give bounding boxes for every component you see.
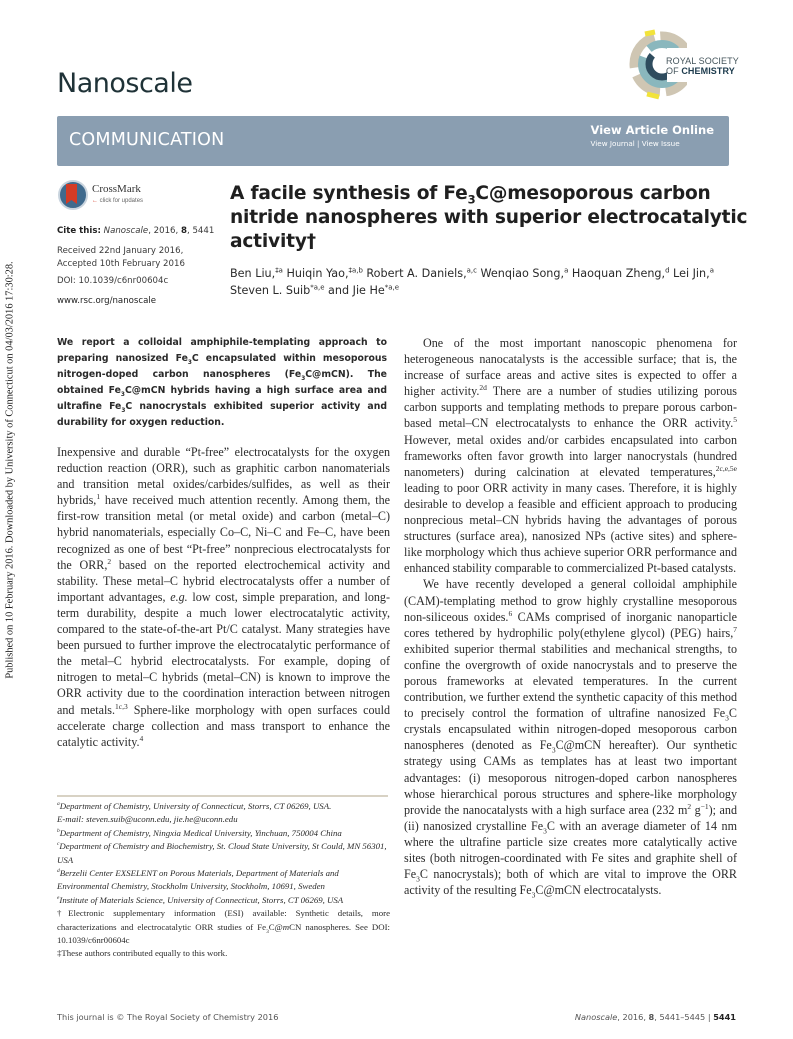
footnote-divider [57,795,388,797]
affiliation-b [57,827,390,840]
article-type: COMMUNICATION [69,130,225,150]
text: One of the most important nanoscopic phenomena for heterogeneous nanocatalysts is the accessible surface; that is, the increase of surface areas and active sites is expected to offer a higher activity. [404,336,737,399]
received-date: Received 22nd January 2016, [57,246,184,256]
text: We have recently developed a general colloidal amphiphile (CAM)-templating method to grow highly crystalline mesoporous non-siliceous oxides. [404,577,737,624]
text: C@mCN hereafter). Our synthetic strategy using CAMs as templates has at least two important advantages: (i) mesoporous nitrogen-doped carbon nanospheres whose hierarchical porous structures and sphere-like morphology provide the nanocatalysts with a high surface area (232 m [404,738,738,817]
paragraph [57,444,390,750]
subscript: 3 [266,928,269,935]
reference-link[interactable]: 2c,e,5e [715,463,737,473]
affiliation-mark: e [57,894,60,901]
author-name[interactable]: Lei Jin, [669,267,710,280]
body-left-column [57,444,390,750]
article-type-banner [57,116,729,166]
text: C crystals encapsulated within nitrogen-doped mesoporous carbon nanospheres (denoted as Fe [404,706,737,753]
superscript: 2 [687,801,692,811]
subscript: 3 [725,713,729,723]
affiliation-a [57,800,390,813]
journal-url[interactable]: www.rsc.org/nanoscale [57,296,157,306]
esi-note [57,907,390,947]
text: low cost, simple preparation, and long-term durability, despite a much lower electrocatalytic activity, compared to the state-of-the-art Pt/C catalyst. Many strategies have been pursued to further improve the electrocatalytic performance of the metal–C hybrid electrocatalysts. For example, doping of nitrogen to metal–C hybrids (metal–CN) is known to improve the ORR activity due to the coordination interaction between nitrogen and metals. [57,589,390,717]
view-article-online-link[interactable]: View Article Online [590,123,714,137]
text: g [691,802,701,817]
affiliation-text: Department of Chemistry, University of Connecticut, Storrs, CT 06269, USA. [59,801,332,811]
rsc-wordmark-line1: ROYAL SOCIETY [666,56,739,66]
author-affiliation-mark: a [564,266,569,275]
rsc-wordmark-line2 [666,66,739,76]
author-affiliation-mark: *a,e [310,283,325,292]
crossmark-title: CrossMark [92,183,141,195]
text: C with an average diameter of 14 nm where the ultrafine particle size creates more catalytically active sites (both nitrogen-coordinated with Fe sites and graphite shell of Fe [404,818,737,882]
footnotes [57,800,390,961]
dates [57,245,185,270]
affiliation-mark: d [57,868,60,875]
subscript: 3 [551,745,556,755]
citation [57,225,214,238]
cite-page: , 5441 [186,226,215,236]
cite-volume: 8 [181,226,187,236]
text: have received much attention recently. Among them, the first-row transition metal (or metal oxide) and carbon (metal–C) hybrid nanomaterials, especially Co–C, Ni–C and Fe–C, have been recognized as one of best “Pt-free” nonprecious electrocatalysts for the ORR, [57,493,390,572]
affiliation-text: Department of Chemistry, Ningxia Medical University, Yinchuan, 750004 China [59,827,342,838]
author-name[interactable]: Wenqiao Song, [476,267,565,280]
reference-link[interactable]: 1c,3 [115,701,128,711]
affiliation-text: Department of Chemistry and Biochemistry, St. Cloud State University, St Could, MN 56301, USA [57,841,387,865]
page-number: 5441 [713,1012,736,1022]
author-affiliation-mark: ‡a,b [348,266,363,275]
affiliation-mark: b [57,827,60,834]
view-journal-link[interactable]: View Journal [590,139,635,148]
title-part2: C@mesoporous carbon nitride nanospheres with superior electrocatalytic activity† [230,183,748,252]
affiliation-text: Berzelii Center EXSELENT on Porous Materials, Department of Materials and Environmental Chemistry, Stockholm University, Stockholm, 10691, Sweden [57,868,339,892]
reference-link[interactable]: 2d [479,383,487,393]
journal-issue-links [591,139,714,148]
author-affiliation-mark: a [709,266,714,275]
text: ); and (ii) nanosized crystalline Fe [404,802,737,833]
text: exhibited superior thermal stabilities and mechanical strengths, to confine the overgrowth of oxide nanocrystals and to preserve the porous frameworks at elevated temperatures. In the current contribution, we further extend the synthetic capacity of this method to precisely control the formation of ultrafine nanosized Fe [404,641,737,721]
author-name[interactable]: Huiqin Yao, [282,267,349,280]
author-name[interactable]: Steven L. Suib [230,284,311,297]
cite-label: Cite this: [57,226,101,236]
text: leading to poor ORR activity in many cases. Therefore, it is highly desirable to develop a feasible and efficient approach to producing nonprecious metal–CN hybrids having the advantages of porous structures (surface area), nanosized NPs (active sites) and sphere-like morphology which thus achieve superior ORR performance and enhanced stability comparable to commercialized Pt-based catalysts. [404,480,737,576]
equal-contribution-note: ‡These authors contributed equally to this work. [57,948,228,959]
author-name[interactable]: Ben Liu, [230,267,276,280]
author-affiliation-mark: ‡a [275,266,283,275]
paragraph [404,335,737,576]
abstract-text: C@mCN). The obtained Fe [57,369,387,396]
abstract [57,335,387,431]
author-name[interactable]: and Jie He [324,284,385,297]
crossmark-subtitle [92,198,143,204]
author-list [230,265,750,299]
subscript: 3 [187,359,192,366]
affiliation-mark: a [57,801,60,808]
paragraph [404,576,737,898]
text: CN nanospheres. See DOI: 10.1039/c6nr00604c [57,921,390,946]
page-footer [575,1012,736,1022]
text: C@mCN electrocatalysts. [535,883,662,898]
crossmark-subtitle-text: click for updates [99,198,144,204]
author-name[interactable]: Robert A. Daniels, [362,267,467,280]
reference-link[interactable]: 1 [96,492,101,502]
text: †Electronic supplementary information (ESI) available: Synthetic details, more characterizations and electrocatalytic ORR studies of Fe [57,908,390,932]
rsc-wordmark [666,56,739,76]
cite-year: , 2016, [148,226,181,236]
doi[interactable]: DOI: 10.1039/c6nr00604c [57,276,169,286]
reference-link[interactable]: 2 [107,556,112,566]
abstract-text: C encapsulated within mesoporous nitrogen-doped carbon nanospheres (Fe [57,353,388,380]
subscript: 3 [301,375,306,382]
affiliation-mark: c [57,841,60,848]
subscript: 3 [531,890,536,900]
text: However, metal oxides and/or carbides encapsulated into carbon frameworks often favor growth into larger nanocrystals (hundred nanometers) during calcination at elevated temperatures, [404,432,737,479]
text: CAMs comprised of inorganic nanoparticle cores tethered by hydrophilic poly(ethylene glycol) (PEG) hairs, [404,609,737,640]
superscript: −1 [700,801,709,811]
subscript: 3 [543,826,547,836]
view-links [591,123,714,148]
author-affiliation-mark: *a,e [384,283,399,292]
text-italic: e.g. [170,589,188,604]
body-right-column [404,335,737,898]
text: C@ [268,921,283,932]
footer-pages: , 5441–5445 [654,1012,706,1022]
affiliation-text: Institute of Materials Science, University of Connecticut, Storrs, CT 06269, USA [59,894,344,905]
author-name[interactable]: Haoquan Zheng, [568,267,666,280]
contact-email[interactable]: E-mail: steven.suib@uconn.edu, jie.he@uconn.edu [57,814,238,825]
download-notice [3,190,17,750]
journal-name: Nanoscale [57,68,193,99]
subscript: 3 [416,874,420,884]
arrow-left-icon: ← [92,198,98,204]
affiliation-c [57,840,390,867]
footer-volume: 8 [648,1012,655,1022]
crossmark-button[interactable] [58,180,178,214]
footer-year: , 2016, [617,1012,649,1022]
article-title [230,182,750,254]
text: C nanocrystals); both of which are vital to improve the ORR activity of the resulting Fe [404,867,737,898]
title-part1: A facile synthesis of Fe [230,183,468,204]
author-affiliation-mark: a,c [466,266,477,275]
link-separator: | [634,139,642,148]
reference-link[interactable]: 4 [139,733,144,743]
reference-link[interactable]: 6 [508,608,513,618]
reference-link[interactable]: 7 [733,624,737,634]
subscript: 3 [121,407,126,414]
copyright-footer: This journal is © The Royal Society of Chemistry 2016 [57,1012,279,1022]
abstract-text: C@mCN hybrids having a high surface area and ultrafine Fe [57,385,388,412]
accepted-date: Accepted 10th February 2016 [57,258,185,269]
footer-separator: | [705,1012,714,1022]
download-notice-text: Published on 10 February 2016. Downloaded by University of Connecticut on 04/03/2016 17:30:28. [4,261,16,679]
subscript: 3 [120,391,125,398]
rsc-chemistry: CHEMISTRY [681,66,735,76]
rsc-of: OF [666,66,682,76]
reference-link[interactable]: 5 [733,415,737,425]
abstract-text: C nanocrystals exhibited superior activity and durability for oxygen reduction. [57,401,387,428]
title-subscript: 3 [467,192,476,207]
text-italic: m [282,921,290,932]
abstract-text: We report a colloidal amphiphile-templating approach to preparing nanosized Fe [57,337,387,364]
text: based on the reported electrochemical activity and stability. These metal–C hybrid electrocatalysts offer a number of important advantages, [57,557,390,604]
text: Inexpensive and durable “Pt-free” electrocatalysts for the oxygen reduction reaction (ORR), such as graphitic carbon nanomaterials and transition metal oxides/carbides/sulfides, as well as their hybrids, [57,445,390,508]
affiliation-e [57,894,390,907]
cite-journal: Nanoscale [103,226,149,236]
text: Sphere-like morphology with open surfaces could accelerate charge collection and mass transport to enhance the catalytic activity. [57,702,391,749]
footer-journal: Nanoscale [574,1012,618,1022]
author-affiliation-mark: d [665,266,670,275]
view-issue-link[interactable]: View Issue [641,139,680,148]
text: There are a number of studies utilizing porous carbon supports and templating methods to prepare porous carbon-based metal–CN electrocatalysts to enhance the ORR activity. [404,384,737,431]
affiliation-d [57,867,390,894]
